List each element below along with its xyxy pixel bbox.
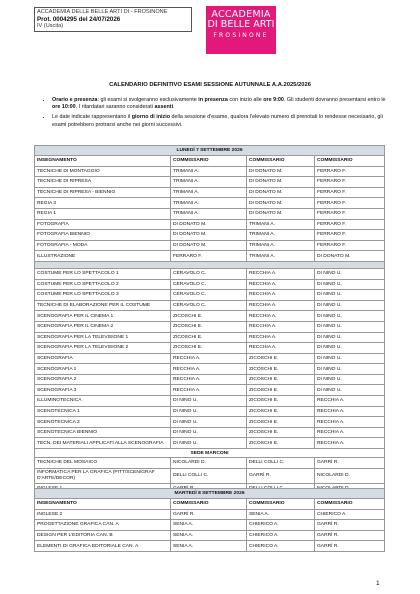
table-row bbox=[35, 230, 385, 241]
table-row-cell: DI NINO U. bbox=[171, 427, 247, 438]
table-row-cell: RECCHIA A. bbox=[171, 353, 247, 364]
header-row-cell: COMMISSARIO bbox=[171, 499, 247, 510]
header-row-cell: COMMISSARIO bbox=[315, 499, 385, 510]
table-row-cell: SCENOTECNICA 2 bbox=[35, 417, 171, 428]
table-row-cell: TRIMANI A. bbox=[171, 177, 247, 188]
note-schedule: • Orario e presenza: gli esami si svolgeranno esclusivamente in presenza con inizio alle ore 9:00. Gli studenti dovranno presentarsi entro le ore 10:00. I ritardatari saranno considerati assenti. bbox=[52, 97, 386, 111]
notes bbox=[36, 97, 386, 132]
table-row bbox=[35, 468, 385, 483]
table-row bbox=[35, 208, 385, 219]
table-row-cell: SENIA A. bbox=[247, 509, 315, 520]
table-row-cell: FERRARO F. bbox=[315, 219, 385, 230]
table-row-cell: RECCHIA A. bbox=[247, 300, 315, 311]
table-row-cell: RECCHIA A. bbox=[171, 385, 247, 396]
table-row bbox=[35, 300, 385, 311]
table-row bbox=[35, 166, 385, 177]
group-separator bbox=[35, 261, 385, 268]
table-row-cell: DI DONATO M. bbox=[247, 187, 315, 198]
table-row-cell: FERRARO F. bbox=[315, 177, 385, 188]
table-row-cell: DI NINO U. bbox=[171, 406, 247, 417]
table-row-cell: FERRARO F. bbox=[315, 198, 385, 209]
table-row-cell: DI NINO U. bbox=[171, 417, 247, 428]
day-heading-label: MARTEDÌ 8 SETTEMBRE 2026 bbox=[35, 489, 385, 499]
table-row-cell: FOTOGRAFIA bbox=[35, 219, 171, 230]
table-row-cell: GARRÌ R. bbox=[315, 520, 385, 531]
table-row bbox=[35, 240, 385, 251]
table-row-cell: DESIGN PER L'EDITORIA CAN. B bbox=[35, 530, 171, 541]
table-row-cell: COSTUME PER LO SPETTACOLO 1 bbox=[35, 268, 171, 279]
table-row-cell: DI DONATO M. bbox=[247, 177, 315, 188]
table-row-cell: SCENOGRAFIA 3 bbox=[35, 385, 171, 396]
table-row bbox=[35, 396, 385, 407]
table-row-cell: SCENOGRAFIA PER IL CINEMA 1 bbox=[35, 311, 171, 322]
table-row bbox=[35, 198, 385, 209]
header-row-cell: INSEGNAMENTO bbox=[35, 156, 171, 167]
table-row bbox=[35, 509, 385, 520]
table-row-cell: SCENOGRAFIA PER LA TELEVISIONE 1 bbox=[35, 332, 171, 343]
day-heading bbox=[35, 489, 385, 499]
table-row-cell: DI NINO U. bbox=[315, 364, 385, 375]
header-row-cell: COMMISSARIO bbox=[247, 156, 315, 167]
table-row-cell: PROGETTAZIONE GRAFICA CAN. A bbox=[35, 520, 171, 531]
header-row-cell: INSEGNAMENTO bbox=[35, 499, 171, 510]
table-row-cell: RECCHIA A. bbox=[247, 321, 315, 332]
table-row-cell: RECCHIA A. bbox=[247, 332, 315, 343]
table-row-cell: FERRARO F. bbox=[315, 240, 385, 251]
table-row bbox=[35, 438, 385, 449]
header-row-cell: COMMISSARIO bbox=[247, 499, 315, 510]
table-row-cell: REGIA 1 bbox=[35, 208, 171, 219]
exam-table-tuesday bbox=[34, 488, 385, 552]
table-row-cell: CERAVOLO C. bbox=[171, 290, 247, 301]
header-row bbox=[35, 156, 385, 167]
table-row-cell: DI NINO U. bbox=[315, 385, 385, 396]
table-row-cell: FERRARO F. bbox=[315, 208, 385, 219]
table-row bbox=[35, 353, 385, 364]
table-row-cell: DI NINO U. bbox=[315, 268, 385, 279]
table-row-cell: GARRÌ R. bbox=[171, 509, 247, 520]
table-row-cell: DI NINO U. bbox=[315, 290, 385, 301]
table-row-cell: TRIMANI A. bbox=[171, 208, 247, 219]
table-row bbox=[35, 541, 385, 552]
table-row-cell: SCENOGRAFIA PER IL CINEMA 2 bbox=[35, 321, 171, 332]
table-row-cell: TECNICHE DI RIPRESA bbox=[35, 177, 171, 188]
table-row-cell: TRIMANI A. bbox=[247, 240, 315, 251]
table-row-cell: TRIMANI A. bbox=[247, 219, 315, 230]
table-row-cell: DI DONATO M. bbox=[171, 240, 247, 251]
table-row-cell: ELEMENTI DI GRAFICA EDITORIALE CAN. A bbox=[35, 541, 171, 552]
table-row-cell: RECCHIA A. bbox=[315, 406, 385, 417]
logo-line-3: FROSINONE bbox=[213, 32, 269, 39]
table-row bbox=[35, 364, 385, 375]
exam-table-monday bbox=[34, 145, 385, 494]
table-row-cell: RECCHIA A. bbox=[315, 417, 385, 428]
table-row-cell: CHIERICO A. bbox=[247, 541, 315, 552]
table-row bbox=[35, 343, 385, 354]
note-dates: • Le date indicate rappresentano il giorno di inizio della sessione d'esame, qualora l'elevato numero di prenotati lo rendesse necessario, gli esami potrebbero protrarsi anche nei giorni successivi. bbox=[52, 114, 386, 128]
table-row-cell: DI DONATO M. bbox=[171, 230, 247, 241]
table-row bbox=[35, 268, 385, 279]
table-row-cell: ZICOSCHI E. bbox=[247, 406, 315, 417]
table-row bbox=[35, 279, 385, 290]
table-row-cell: ZICOSCHI E. bbox=[171, 343, 247, 354]
table-row-cell: SCENOGRAFIA 2 bbox=[35, 374, 171, 385]
table-row-cell: GARRÌ R. bbox=[315, 530, 385, 541]
table-row-cell: SCENOTECNICA BIENNIO bbox=[35, 427, 171, 438]
table-row-cell: ZICOSCHI E. bbox=[247, 353, 315, 364]
table-row-cell: ILLUMINOTECNICA bbox=[35, 396, 171, 407]
table-row bbox=[35, 177, 385, 188]
table-row-cell: TECNICHE DI MONTAGGIO bbox=[35, 166, 171, 177]
table-row bbox=[35, 374, 385, 385]
table-row-cell: DI DONATO M. bbox=[171, 219, 247, 230]
day-heading bbox=[35, 146, 385, 156]
table-row-cell: FOTOGRAFIA - MODA bbox=[35, 240, 171, 251]
header-row-cell: COMMISSARIO bbox=[171, 156, 247, 167]
table-row-cell: ZICOSCHI E. bbox=[247, 438, 315, 449]
table-row bbox=[35, 311, 385, 322]
table-row-cell: NICOLARDI D. bbox=[315, 468, 385, 483]
table-row-cell: CERAVOLO C. bbox=[171, 279, 247, 290]
table-row-cell: GARRÌ R. bbox=[315, 458, 385, 469]
table-row-cell: ZICOSCHI E. bbox=[247, 396, 315, 407]
table-row-cell: DI DONATO M. bbox=[247, 208, 315, 219]
page-number: 1 bbox=[376, 580, 380, 587]
table-row-cell: ZICOSCHI E. bbox=[171, 321, 247, 332]
table-row-cell: ZICOSCHI E. bbox=[171, 332, 247, 343]
document-title: CALENDARIO DEFINITIVO ESAMI SESSIONE AUTUNNALE A.A.2025/2026 bbox=[109, 82, 311, 88]
table-row-cell: DI DONATO M. bbox=[247, 166, 315, 177]
header-row bbox=[35, 499, 385, 510]
table-row-cell: DI NINO U. bbox=[315, 374, 385, 385]
table-row-cell: DI NINO U. bbox=[315, 353, 385, 364]
table-row-cell: SENIA A. bbox=[171, 541, 247, 552]
table-row-cell: DI NINO U. bbox=[315, 311, 385, 322]
table-row-cell: RECCHIA A. bbox=[247, 279, 315, 290]
table-row-cell: DI NINO U. bbox=[315, 332, 385, 343]
table-row-cell: ZICOSCHI E. bbox=[247, 427, 315, 438]
table-row-cell: CERAVOLO C. bbox=[171, 268, 247, 279]
table-row-cell: CHIERICO A. bbox=[247, 520, 315, 531]
table-row-cell: DELLI COLLI C. bbox=[247, 458, 315, 469]
table-row-cell: DI NINO U. bbox=[315, 321, 385, 332]
protocol-institution: ACCADEMIA DELLE BELLE ARTI DI - FROSINONE bbox=[37, 9, 168, 15]
table-row bbox=[35, 530, 385, 541]
table-row-cell: ZICOSCHI E. bbox=[247, 417, 315, 428]
table-row-cell: ZICOSCHI E. bbox=[171, 311, 247, 322]
table-row-cell: DI DONATO M. bbox=[315, 251, 385, 262]
protocol-direction: IV (Uscita) bbox=[37, 23, 64, 29]
table-row-cell: SENIA A. bbox=[171, 530, 247, 541]
table-row-cell: TECNICHE DEL MOSAICO bbox=[35, 458, 171, 469]
logo-line-1: ACCADEMIA bbox=[211, 9, 271, 20]
table-row-cell: RECCHIA A. bbox=[247, 290, 315, 301]
logo-line-2: DI BELLE ARTI bbox=[207, 19, 275, 30]
table-row bbox=[35, 417, 385, 428]
table-row-cell: TRIMANI A. bbox=[247, 230, 315, 241]
table-row-cell: SCENOGRAFIA 1 bbox=[35, 364, 171, 375]
table-row-cell: SCENOTECNICA 1 bbox=[35, 406, 171, 417]
group-separator-label bbox=[35, 261, 385, 268]
table-row-cell: FERRARO F. bbox=[315, 166, 385, 177]
table-row-cell: SCENOGRAFIA bbox=[35, 353, 171, 364]
table-row-cell: TRIMANI A. bbox=[171, 166, 247, 177]
table-row-cell: CHIERICO A. bbox=[315, 509, 385, 520]
table-row-cell: TECNICHE DI RIPRESA - BIENNIO bbox=[35, 187, 171, 198]
table-row-cell: DI NINO U. bbox=[315, 279, 385, 290]
location-heading bbox=[35, 449, 385, 458]
table-row-cell: FOTOGRAFIA BIENNIO bbox=[35, 230, 171, 241]
table-row bbox=[35, 406, 385, 417]
table-row-cell: FERRARO F. bbox=[315, 187, 385, 198]
table-row-cell: DI NINO U. bbox=[315, 343, 385, 354]
table-row-cell: RECCHIA A. bbox=[315, 438, 385, 449]
academy-logo bbox=[206, 6, 276, 54]
table-row bbox=[35, 321, 385, 332]
table-row-cell: INGLESE 2 bbox=[35, 509, 171, 520]
table-row-cell: RECCHIA A. bbox=[247, 343, 315, 354]
table-row-cell: GARRÌ R. bbox=[247, 468, 315, 483]
protocol-stamp bbox=[34, 7, 192, 32]
table-row-cell: RECCHIA A. bbox=[315, 427, 385, 438]
table-row-cell: REGIA 3 bbox=[35, 198, 171, 209]
table-row-cell: GARRÌ R. bbox=[315, 541, 385, 552]
table-row-cell: RECCHIA A. bbox=[247, 268, 315, 279]
table-row-cell: CHIERICO A. bbox=[247, 530, 315, 541]
table-row-cell: NICOLARDI D. bbox=[171, 458, 247, 469]
table-row-cell: COSTUME PER LO SPETTACOLO 2 bbox=[35, 279, 171, 290]
table-row bbox=[35, 520, 385, 531]
table-row-cell: SCENOGRAFIA PER LA TELEVISIONE 2 bbox=[35, 343, 171, 354]
day-heading-label: LUNEDÌ 7 SETTEMBRE 2026 bbox=[35, 146, 385, 156]
protocol-number: Prot. 0004295 del 24/07/2026 bbox=[37, 16, 121, 23]
table-row-cell: ZICOSCHI E. bbox=[247, 385, 315, 396]
table-row-cell: DI NINO U. bbox=[171, 396, 247, 407]
table-row bbox=[35, 290, 385, 301]
table-row-cell: TRIMANI A. bbox=[171, 198, 247, 209]
table-row-cell: DI NINO U. bbox=[315, 300, 385, 311]
table-row-cell: RECCHIA A. bbox=[171, 374, 247, 385]
table-row bbox=[35, 219, 385, 230]
table-row-cell: TECNICHE DI ELABORAZIONE PER IL COSTUME bbox=[35, 300, 171, 311]
table-row-cell: DELLI COLLI C. bbox=[171, 468, 247, 483]
table-row-cell: SENIA A. bbox=[171, 520, 247, 531]
table-row-cell: RECCHIA A. bbox=[171, 364, 247, 375]
table-row-cell: DI DONATO M. bbox=[247, 198, 315, 209]
table-row bbox=[35, 385, 385, 396]
table-row-cell: CERAVOLO C. bbox=[171, 300, 247, 311]
table-row-cell: RECCHIA A. bbox=[247, 311, 315, 322]
table-row bbox=[35, 187, 385, 198]
table-row bbox=[35, 458, 385, 469]
header-row-cell: COMMISSARIO bbox=[315, 156, 385, 167]
table-row-cell: INFORMATICA PER LA GRAFICA (PITT/SCEN/GRAF D'ARTE/DECOR) bbox=[35, 468, 171, 483]
table-row-cell: ZICOSCHI E. bbox=[247, 364, 315, 375]
table-row-cell: ILLUSTRAZIONE bbox=[35, 251, 171, 262]
table-row-cell: TECN. DEI MATERIALI APPLICATI ALLA SCENOGRAFIA bbox=[35, 438, 171, 449]
table-row-cell: FERRARO F. bbox=[315, 230, 385, 241]
table-row-cell: TRIMANI A. bbox=[171, 187, 247, 198]
table-row bbox=[35, 427, 385, 438]
location-heading-label: SEDE MARCONI bbox=[35, 449, 385, 458]
table-row-cell: COSTUME PER LO SPETTACOLO 3 bbox=[35, 290, 171, 301]
table-row bbox=[35, 332, 385, 343]
table-row-cell: RECCHIA A. bbox=[315, 396, 385, 407]
table-row bbox=[35, 251, 385, 262]
table-row-cell: FERRARO F. bbox=[171, 251, 247, 262]
table-row-cell: DI NINO U. bbox=[171, 438, 247, 449]
table-row-cell: ZICOSCHI E. bbox=[247, 374, 315, 385]
table-row-cell: TRIMANI A. bbox=[247, 251, 315, 262]
